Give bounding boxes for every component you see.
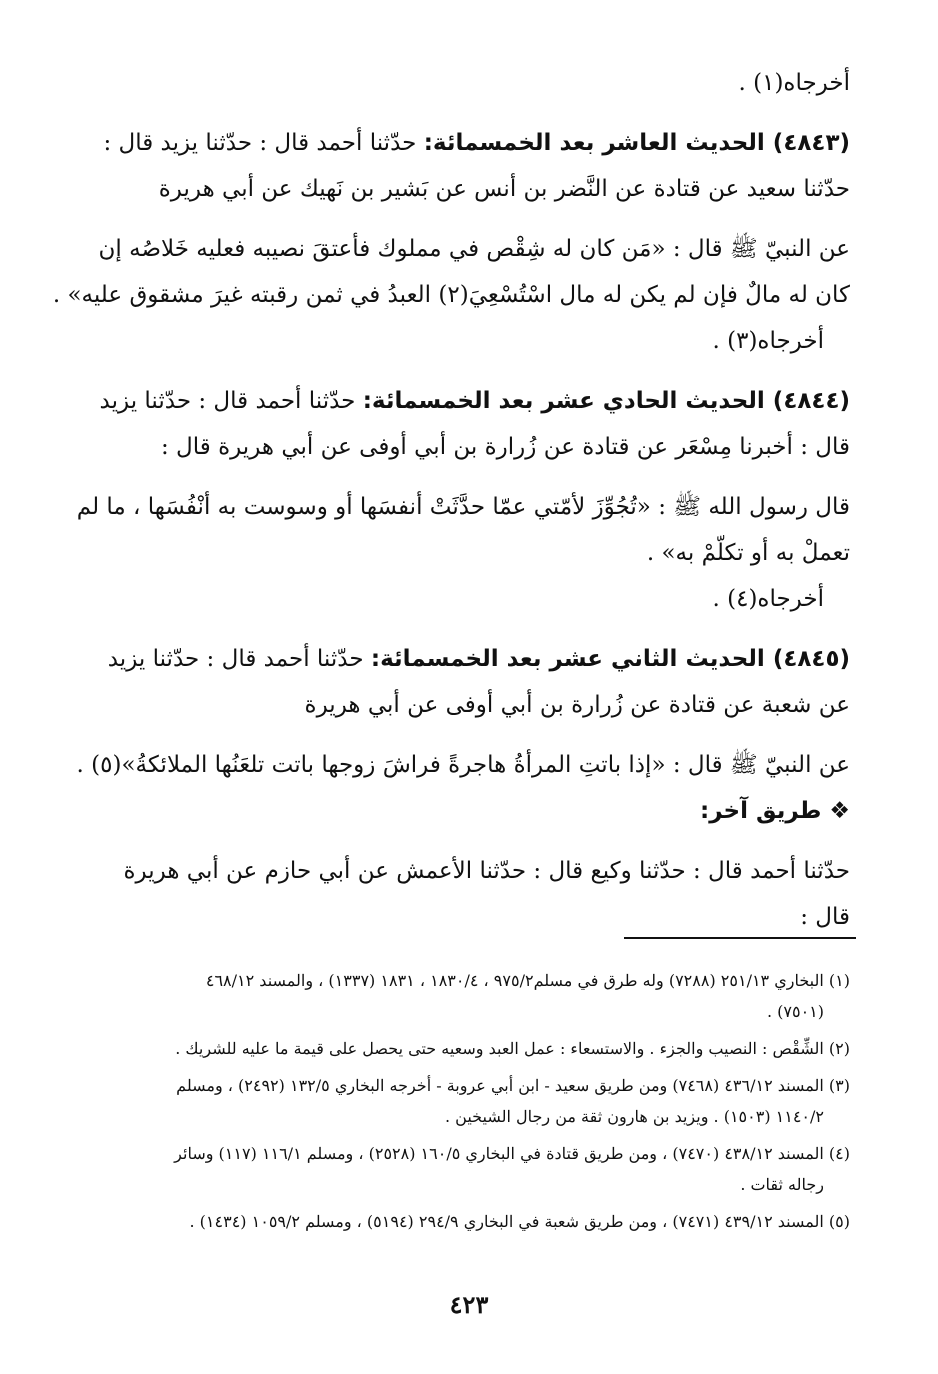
footnote-5: (٥) المسند ٤٣٩/١٢ (٧٤٧١) ، ومن طريق شعبة في البخاري ٢٩٤/٩ (٥١٩٤) ، ومسلم ١٠٥٩/٢ (١٤٣٤) . [189, 1212, 850, 1231]
other-way-section [80, 788, 850, 940]
hadith-4845 [76, 636, 850, 788]
footnote-3 [80, 1070, 850, 1132]
footnote-text: (١) البخاري ٢٥١/١٣ (٧٢٨٨) وله طرق في مسلم٩٧٥/٢ ، ١٨٣٠/٤ ، ١٨٣١ (١٣٣٧) ، والمسند ٤٦٨/١٢ [205, 971, 850, 990]
takhrij-line: أخرجاه(٤) . [712, 586, 824, 612]
hadith-4843 [52, 120, 850, 364]
isnad-start: حدّثنا أحمد قال : حدّثنا يزيد [107, 646, 371, 672]
matn-line: كان له مالٌ فإن لم يكن له مال اسْتُسْعِيَ(٢) العبدُ في ثمن رقبته غيرَ مشقوق عليه» . [52, 282, 850, 308]
isnad-start: حدّثنا أحمد قال : حدّثنا يزيد قال : [103, 130, 424, 156]
takhrij-line: أخرجاه(١) . [738, 70, 850, 96]
footnote-2: (٢) الشِّقْص : النصيب والجزء . والاستسعاء : عمل العبد وسعيه حتى يحصل على قيمة ما عليه للشريك . [175, 1039, 850, 1058]
hadith-title: (٤٨٤٥) الحديث الثاني عشر بعد الخمسمائة: [370, 646, 850, 672]
footnote-text: رجاله ثقات . [740, 1175, 824, 1194]
hadith-title: (٤٨٤٣) الحديث العاشر بعد الخمسمائة: [423, 130, 850, 156]
matn-line: تعملْ به أو تكلّمْ به» . [646, 540, 850, 566]
isnad-line: قال : أخبرنا مِسْعَر عن قتادة عن زُرارة بن أبي أوفى عن أبي هريرة قال : [160, 434, 850, 460]
main-text [52, 60, 850, 940]
footnote-text: (٤) المسند ٤٣٨/١٢ (٧٤٧٠) ، ومن طريق قتادة في البخاري ١٦٠/٥ (٢٥٢٨) ، ومسلم ١١٦/١ (١١٧) وسائر [174, 1144, 850, 1163]
matn-line: قال رسول الله ﷺ : «تُجُوِّزَ لأمّتي عمّا حدَّثَتْ أنفسَها أو وسوست به أنْفُسَها ، ما لم [76, 494, 850, 520]
hadith-heading-line [80, 120, 850, 166]
isnad-line: حدّثنا سعيد عن قتادة عن النَّضر بن أنس عن بَشير بن نَهيك عن أبي هريرة [158, 176, 850, 202]
takhrij-line: أخرجاه(٣) . [712, 328, 824, 354]
matn-line: عن النبيّ ﷺ قال : «مَن كان له شِقْص في مملوك فأعتقَ نصيبه فعليه خَلاصُه إن [98, 236, 850, 262]
isnad-line: حدّثنا أحمد قال : حدّثنا وكيع قال : حدّثنا الأعمش عن أبي حازم عن أبي هريرة [123, 858, 850, 884]
footnote-text: ١١٤٠/٢ (١٥٠٣) . ويزيد بن هارون ثقة من رجال الشيخين . [444, 1107, 824, 1126]
hadith-heading-line [80, 636, 850, 682]
footnote-text: (٧٥٠١) . [766, 1002, 824, 1021]
isnad-line: عن شعبة عن قتادة عن زُرارة بن أبي أوفى عن أبي هريرة [304, 692, 850, 718]
footnote-text: (٣) المسند ٤٣٦/١٢ (٧٤٦٨) ومن طريق سعيد - ابن أبي عروبة - أخرجه البخاري ١٣٢/٥ (٢٤٩٢) ، ومسلم [176, 1076, 850, 1095]
page-number: ٤٢٣ [449, 1290, 489, 1319]
matn-line: عن النبيّ ﷺ قال : «إذا باتتِ المرأةُ هاجرةً فراشَ زوجها باتت تلعَنُها الملائكةُ»(٥) . [76, 752, 850, 778]
isnad-line: قال : [800, 904, 850, 930]
footnotes [80, 965, 850, 1243]
hadith-heading-line [80, 378, 850, 424]
section-heading: ❖ طريق آخر: [700, 798, 850, 824]
footnote-divider [624, 937, 856, 939]
isnad-start: حدّثنا أحمد قال : حدّثنا يزيد [99, 388, 363, 414]
hadith-4844 [76, 378, 850, 622]
hadith-title: (٤٨٤٤) الحديث الحادي عشر بعد الخمسمائة: [362, 388, 850, 414]
footnote-4 [80, 1138, 850, 1200]
footnote-1 [80, 965, 850, 1027]
